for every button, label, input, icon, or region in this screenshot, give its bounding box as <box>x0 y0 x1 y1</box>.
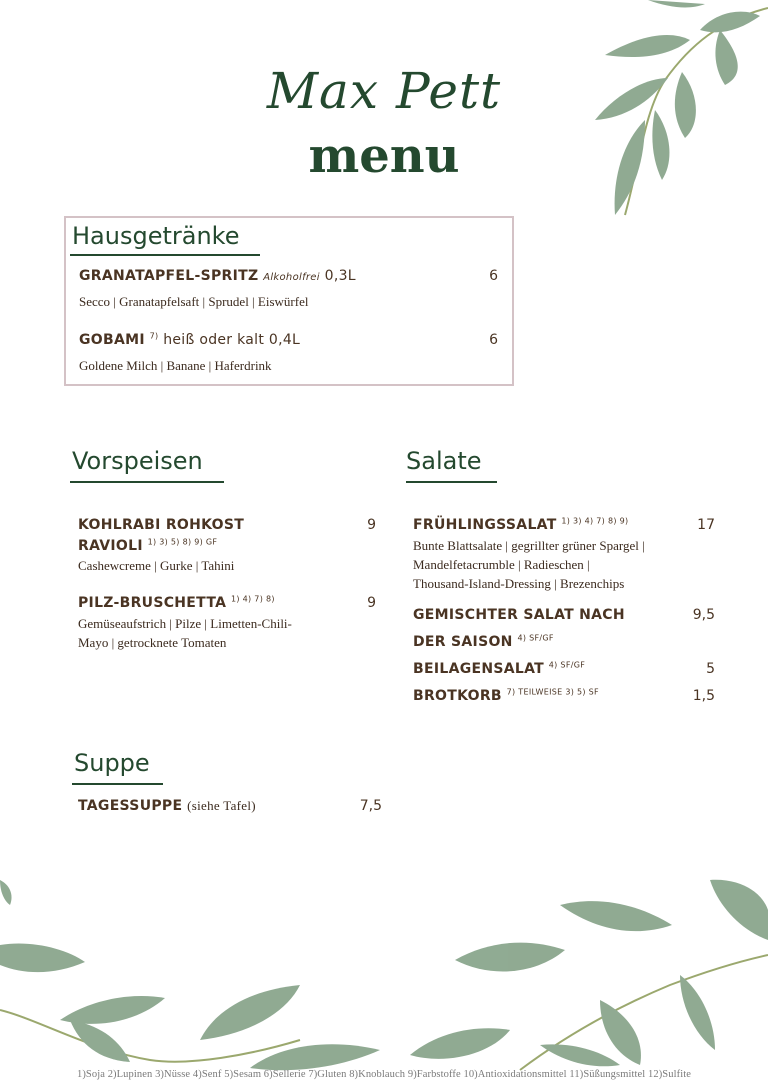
salad-item-brotkorb <box>413 686 599 706</box>
item-name-line2: DER SAISON <box>413 634 513 650</box>
item-note: 1) 3) 4) 7) 8) 9) <box>561 516 629 526</box>
item-size: heiß oder kalt 0,4L <box>163 332 301 348</box>
salad-item-gemischt-line2 <box>413 632 554 652</box>
drink-item-granatapfel <box>79 266 356 288</box>
item-name: BEILAGENSALAT <box>413 661 545 677</box>
item-price: 17 <box>697 517 715 533</box>
item-price: 6 <box>489 268 498 284</box>
salad-item-fruehling <box>413 515 628 535</box>
item-price: 7,5 <box>359 798 382 814</box>
starter-item-bruschetta <box>78 593 275 613</box>
item-name: PILZ-BRUSCHETTA <box>78 595 227 611</box>
item-size: 0,3L <box>324 268 356 284</box>
item-extra: (siehe Tafel) <box>187 798 256 813</box>
soup-item-tagessuppe <box>78 796 256 816</box>
starters-heading-rule <box>70 481 224 483</box>
page-title: menu <box>308 128 460 184</box>
item-price: 9 <box>367 595 376 611</box>
item-note: 1) 4) 7) 8) <box>231 594 275 604</box>
item-name-line2: RAVIOLI <box>78 538 143 554</box>
item-description-line2: Mandelfetacrumble | Radieschen | <box>413 557 590 572</box>
drink-item-gobami <box>79 330 300 350</box>
item-note: Alkoholfrei <box>263 272 320 283</box>
item-name: GOBAMI <box>79 332 145 348</box>
item-price: 9 <box>367 517 376 533</box>
brand-logo: Max Pett <box>266 62 502 120</box>
item-note: 7) TEILWEISE 3) 5) SF <box>506 687 599 697</box>
item-note: 1) 3) 5) 8) 9) GF <box>147 537 218 547</box>
item-price: 5 <box>706 661 715 677</box>
salads-heading-rule <box>406 481 497 483</box>
starter-item-kohlrabi <box>78 515 244 535</box>
soup-heading: Suppe <box>74 749 150 777</box>
item-price: 1,5 <box>692 688 715 704</box>
item-name: GRANATAPFEL-SPRITZ <box>79 268 259 284</box>
item-name-line1: GEMISCHTER SALAT NACH <box>413 607 625 623</box>
item-description: Cashewcreme | Gurke | Tahini <box>78 558 235 573</box>
item-note: 4) SF/GF <box>517 633 554 643</box>
salads-heading: Salate <box>406 447 482 475</box>
soup-heading-rule <box>72 783 163 785</box>
item-description-line1: Bunte Blattsalate | gegrillter grüner Spargel | <box>413 538 645 553</box>
item-note: 7) <box>149 331 159 341</box>
item-description: Secco | Granatapfelsaft | Sprudel | Eiswürfel <box>79 294 309 309</box>
item-description-line2: Mayo | getrocknete Tomaten <box>78 635 227 650</box>
starters-heading: Vorspeisen <box>72 447 203 475</box>
item-price: 6 <box>489 332 498 348</box>
starter-item-kohlrabi-line2 <box>78 536 217 556</box>
item-name-line1: KOHLRABI ROHKOST <box>78 517 245 533</box>
item-description: Goldene Milch | Banane | Haferdrink <box>79 358 272 373</box>
salad-item-beilagen <box>413 659 585 679</box>
drinks-heading-rule <box>70 254 260 256</box>
salad-item-gemischt <box>413 605 625 625</box>
item-description-line1: Gemüseaufstrich | Pilze | Limetten-Chili- <box>78 616 292 631</box>
item-note: 4) SF/GF <box>548 660 586 670</box>
drinks-heading: Hausgetränke <box>72 222 240 250</box>
item-description-line3: Thousand-Island-Dressing | Brezenchips <box>413 576 625 591</box>
allergen-legend: 1)Soja 2)Lupinen 3)Nüsse 4)Senf 5)Sesam 6)Sellerie 7)Gluten 8)Knoblauch 9)Farbstoffe 10)Antioxidationsmittel 11)Süßungsmittel 12)Sulfite <box>76 1069 692 1080</box>
item-price: 9,5 <box>692 607 715 623</box>
item-name: TAGESSUPPE <box>78 798 183 814</box>
item-name: FRÜHLINGSSALAT <box>413 517 557 533</box>
item-name: BROTKORB <box>413 688 502 704</box>
